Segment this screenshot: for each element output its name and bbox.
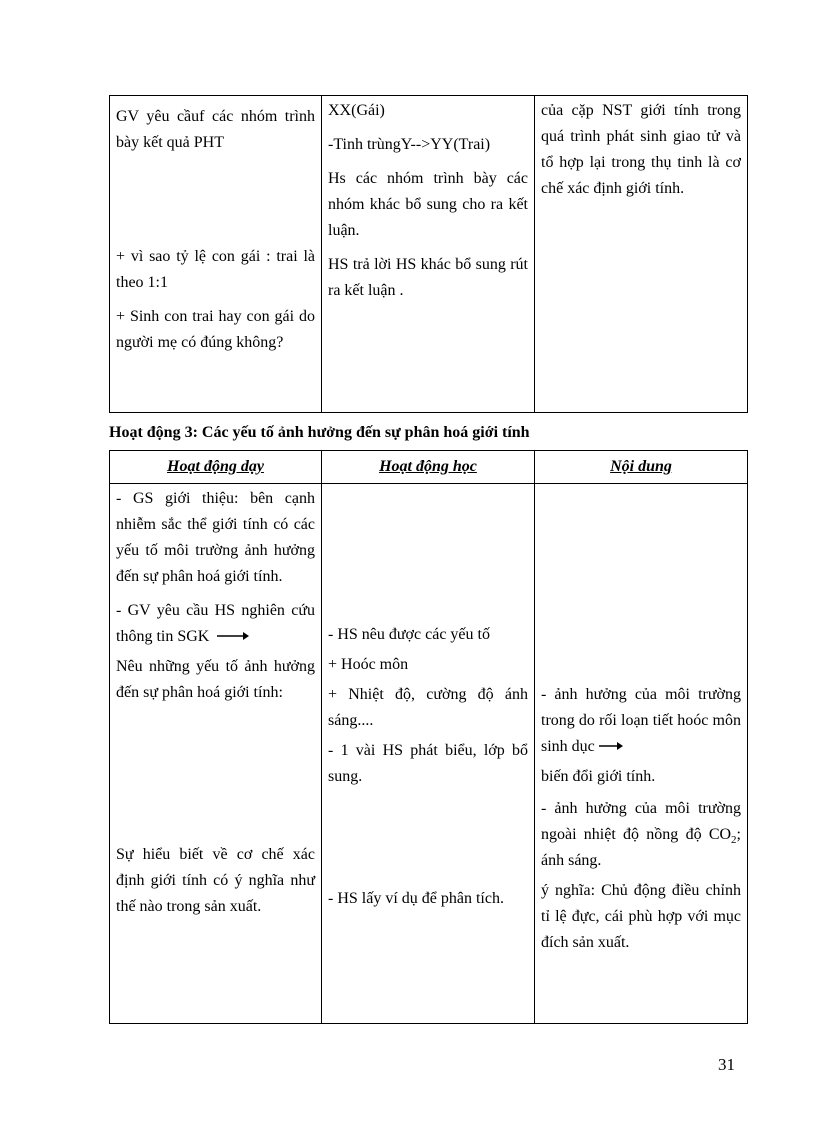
teacher-request-sgk [116,598,315,650]
header-content: Nội dung [535,451,748,484]
arrow-right-icon [217,624,249,650]
activity-3-table [109,450,748,1024]
teacher-intro: - GS giới thiệu: bên cạnh nhiễm sắc thể giới tính có các yếu tố môi trường ảnh hưởng đến sự phân hoá giới tính. [116,490,315,585]
content-cell-2 [535,484,748,1024]
temperature-item: + Nhiệt độ, cường độ ánh sáng.... [328,686,528,729]
teacher-request: GV yêu cầuf các nhóm trình bày kết quả PHT [116,108,315,151]
internal-env-text: - ảnh hưởng của môi trường trong do rối loạn tiết hoóc môn sinh dục [541,686,741,755]
teacher-activity-cell [110,96,322,413]
internal-environment [541,682,741,760]
factors-question: Nêu những yếu tố ảnh hưởng đến sự phân hoá giới tính: [116,658,315,702]
sperm-line: -Tinh trùngY-->YY(Trai) [328,136,491,153]
xx-line: XX(Gái) [328,102,385,119]
student-factors: - HS nêu được các yếu tố [328,626,490,643]
learning-cell [322,484,535,1024]
header-learning: Hoạt động học [322,451,535,484]
question-ratio: + vì sao tỷ lệ con gái : trai là theo 1:1 [116,248,315,291]
hormone-item: + Hoóc môn [328,656,409,673]
external-environment [541,796,741,874]
student-activity-cell [322,96,535,413]
content-cell [535,96,748,413]
sex-determination-content: của cặp NST giới tính trong quá trình phát sinh giao tử và tổ hợp lại trong thụ tinh là cơ chế xác định giới tính. [541,102,741,197]
external-env-tail: ; ánh sáng. [541,826,741,870]
section-heading: Hoạt động 3: Các yếu tố ảnh hưởng đến sự phân hoá giới tính [109,424,530,441]
students-answer: HS trả lời HS khác bổ sung rút ra kết luận . [328,256,528,299]
teaching-cell [110,484,322,1024]
significance-content: ý nghĩa: Chủ động điều chỉnh tỉ lệ đực, cái phù hợp với mục đích sản xuất. [541,882,741,952]
header-teaching: Hoạt động dạy [110,451,322,484]
external-env-text: - ảnh hưởng của môi trường ngoài nhiệt độ nồng độ CO [541,800,741,844]
co2-subscript: 2 [731,834,737,847]
sex-change: biến đổi giới tính. [541,768,656,786]
arrow-right-icon [599,734,623,760]
page-number: 31 [718,1055,735,1074]
question-mother: + Sinh con trai hay con gái do người mẹ có đúng không? [116,308,315,351]
student-example: - HS lấy ví dụ để phân tích. [328,890,504,907]
student-speak: - 1 vài HS phát biểu, lớp bổ sung. [328,742,528,785]
significance-question: Sự hiểu biết về cơ chế xác định giới tính có ý nghĩa như thế nào trong sản xuất. [116,846,315,916]
teacher-request-text: - GV yêu cầu HS nghiên cứu thông tin SGK [116,602,315,645]
groups-present: Hs các nhóm trình bày các nhóm khác bổ sung cho ra kết luận. [328,170,528,239]
continued-lesson-table [109,95,748,413]
